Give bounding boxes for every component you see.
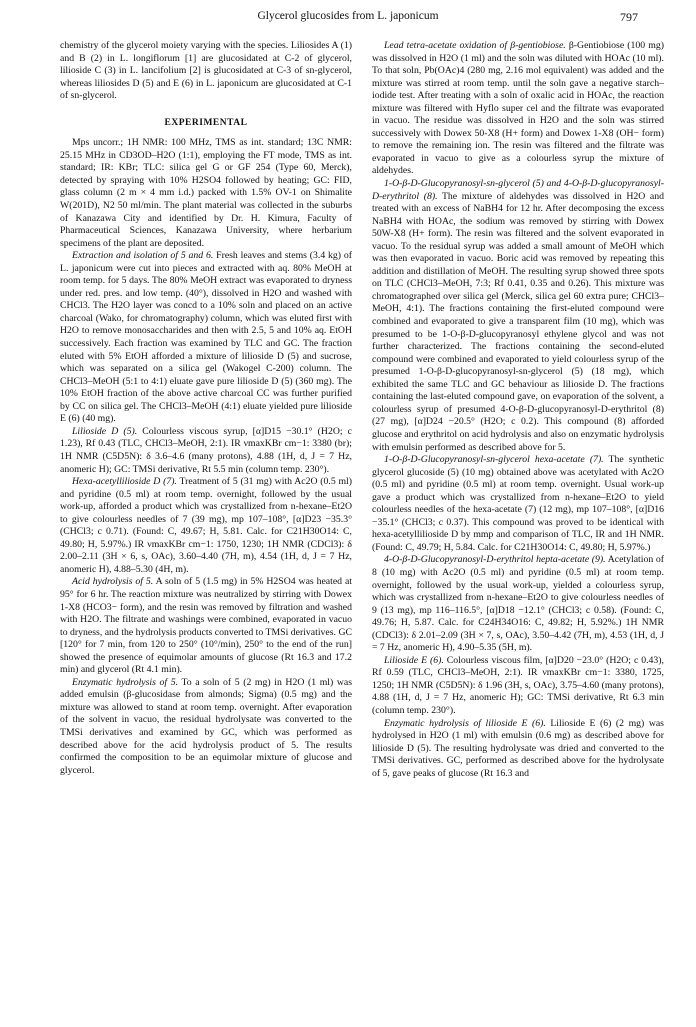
section-heading-experimental: EXPERIMENTAL <box>164 117 248 128</box>
paragraph-text: The mixture of aldehydes was dissolved in H2O and treated with an excess of NaBH4 for 12 hr. After decomposing the excess NaBH4 with HOAc, the sodium was removed by stirring with Dowex 50W-X8 (H+ form). The resin was filtered and the solvent evaporated in vacuo. To the residual syrup was added a small amount of MeOH which was then evaporated in vacuo. Boric acid was removed by repeating this addition and distillation of MeOH. The resulting syrup showed three spots on TLC (CHCl3–MeOH, 7:3; Rf 0.41, 0.35 and 0.26). This mixture was chromatographed over silica gel (Merck, silica gel 60 extra pure; CHCl3–MeOH, 4:1). The fractions containing the first-eluted compound were combined and evaporated to give a transparent film (10 mg), which was presumed to be 1-O-β-D-glucopyranosyl ethylene glycol and was not further characterized. The fractions containing the second-eluted compound were combined and evaporated to yield colourless syrup of the presumed 1-O-β-D-glucopyranosyl-sn-glycerol (5) (18 mg), which exhibited the same TLC and GC behaviour as lilioside D. The fractions containing the last-eluted compound gave, on evaporation of the solvent, a colourless syrup of presumed 4-O-β-D-glucopyranosyl-D-erythritol (8) (27 mg), [α]D24 −20.5° (H2O; c 0.2). This compound (8) afforded glucose and erythritol on acid hydrolysis and also on enzymatic hydrolysis with emulsin performed as described above for 5. <box>372 190 664 453</box>
paragraph-enzymatic-hydrolysis <box>60 677 352 777</box>
paragraph-text: Colourless viscous film, [α]D20 −23.0° (H2O; c 0.43), Rf 0.59 (TLC, CHCl3–MeOH, 2:1). IR νmaxKBr cm−1: 3380, 1725, 1250; 1H NMR (C5D5N): δ 1.96 (3H, s, OAc), 3.75–4.60 (many protons), 4.88 (1H, d, J = 7 Hz, anomeric H); GC: TMSi derivative, Rt 6.3 min (column temp. 230°). <box>372 654 664 716</box>
paragraph-acid-hydrolysis <box>60 576 352 676</box>
page-header <box>0 10 696 30</box>
paragraph-text: To a soln of 5 (2 mg) in H2O (1 ml) was added emulsin (β-glucosidase from almonds; Sigma) (0.5 mg) and the mixture was allowed to stand at room temp. overnight. After evaporation of the solvent in vacuo, the residual hydrolysate was converted to the TMSi derivatives and examined by GC, which was performed as described above for the acid hydrolysis product of 5. The results confirmed the composition to be an equimolar mixture of glucose and glycerol. <box>60 676 353 776</box>
intro-paragraph: chemistry of the glycerol moiety varying with the species. Liliosides A (1) and B (2) in L. longiflorum [1] are glucosidated at C-2 of glycerol, lilioside C (3) in L. lancifolium [2] is glucosidated at C-3 of sn-glycerol, whereas liliosides D (5) and E (6) in L. japonicum are glucosidated at C-1 of sn-glycerol. <box>60 40 352 102</box>
paragraph-lead: 1-O-β-D-Glucopyranosyl-sn-glycerol (5) and 4-O-β-D-glucopyranosyl-D-erythritol (8). <box>372 178 664 202</box>
paragraph-text: A soln of 5 (1.5 mg) in 5% H2SO4 was heated at 95° for 6 hr. The reaction mixture was neutralized by stirring with Dowex 1-X8 (HCO3− form), and the resin was removed by filtration and washed with H2O. The filtrate and washings were combined, evaporated in vacuo to dryness, and the hydrolysis products converted to TMSi derivatives. GC [120° for 7 min, from 120 to 250° (10°/min), 250° to the end of the run] showed the presence of equimolar amounts of glucose (Rt 16.3 and 17.2 min) and glycerol (Rt 4.1 min). <box>60 576 352 676</box>
paragraph-lead: Lead tetra-acetate oxidation of β-gentiobiose. <box>384 40 566 51</box>
paragraph-lead: Acid hydrolysis of 5. <box>72 576 154 588</box>
paragraph-text: Mps uncorr.; 1H NMR: 100 MHz, TMS as int. standard; 13C NMR: 25.15 MHz in CD3OD–H2O (1:1), employing the FT mode, TMS as int. standard; IR: KBr; TLC: silica gel G or GF 254 (Type 60, Merck), detected by spraying with 10% H2SO4 followed by heating; GC: FID, glass column (2 m × 4 mm i.d.) packed with 1.5% OV-1 on Shimalite W(201D), N2 50 ml/min. The plant material was collected in the suburbs of Kanazawa City and identified by Dr. H. Kimura, Faculty of Pharmaceutical Sciences, Kanazawa University, where herbarium specimens of the plant are deposited. <box>60 137 352 249</box>
paragraph-lead: 1-O-β-D-Glucopyranosyl-sn-glycerol hexa-acetate (7). <box>384 454 604 466</box>
paragraph-hexa-acetyl <box>60 476 352 576</box>
paragraph-enzymatic-e <box>372 718 664 781</box>
running-title: Glycerol glucosides from L. japonicum <box>257 10 439 22</box>
paragraph-hexa-acetate <box>372 454 664 554</box>
paragraph-text: Treatment of 5 (31 mg) with Ac2O (0.5 ml) and pyridine (0.5 ml) at room temp. overnight, followed by the usual work-up, afforded a product which was crystallized from n-hexane–Et2O to give colourless needles of 7 (39 mg), mp 107–108°, [α]D23 −35.3° (CHCl3; c 0.71). (Found: C, 49.67; H, 5.81. Calc. for C21H30O14: C, 49.80; H, 5.97%.) IR νmaxKBr cm−1: 1750, 1230; 1H NMR (CDCl3): δ 2.00–2.11 (3H × 6, s, OAc), 3.60–4.40 (7H, m), 4.54 (1H, d, J = 7 Hz, anomeric H), 4.88–5.30 (4H, m). <box>60 476 352 575</box>
paragraph-lead-oxidation <box>372 40 664 178</box>
paragraph-text: Lilioside E (6) (2 mg) was hydrolysed in H2O (1 ml) with emulsin (0.6 mg) as described above for lilioside D (5). The resulting hydrolysate was dried and converted to the TMSi derivatives. GC, performed as described above for the hydrolysate of 5, gave peaks of glucose (Rt 16.3 and <box>372 717 664 779</box>
paragraph-lilioside-d <box>60 426 352 476</box>
paragraph-lead: 4-O-β-D-Glucopyranosyl-D-erythritol hepta-acetate (9). <box>384 554 606 566</box>
paragraph-lead: Extraction and isolation of 5 and 6. <box>72 250 214 262</box>
paragraph-text: Colourless viscous syrup, [α]D15 −30.1° (H2O; c 1.23), Rf 0.43 (TLC, CHCl3–MeOH, 2:1). IR νmaxKBr cm−1: 3380 (br); 1H NMR (C5D5N): δ 3.6–4.6 (many protons), 4.88 (1H, d, J = 7 Hz, anomeric H); GC: TMSi derivative, Rt 5.5 min (column temp. 230°). <box>60 425 352 475</box>
left-column <box>60 40 352 777</box>
paragraph-lead: Lilioside D (5). <box>72 425 138 437</box>
paragraph-text: β-Gentiobiose (100 mg) was dissolved in H2O (1 ml) and the soln was diluted with HOAc (10 ml). To that soln, Pb(OAc)4 (280 mg, 2.16 mol equivalent) was added and the mixture was stirred at room temp. until the soln gave a negative starch–iodide test. After treating with a soln of oxalic acid in HOAc, the reaction mixture was filtered with Hyflo super cel and the filtrate was evaporated in vacuo. The residue was dissolved in H2O and the soln was stirred successively with Dowex 50-X8 (H+ form) and Dowex 1-X8 (OH− form) to remove the remaining ion. The resin was filtered and the filtrate was evaporated in vacuo to give as a colourless syrup the mixture of aldehydes. <box>372 40 664 177</box>
right-column <box>372 40 664 780</box>
paragraph-lead: Hexa-acetyllilioside D (7). <box>72 476 177 488</box>
paragraph-synthesis <box>372 178 664 454</box>
paragraph-lilioside-e <box>372 655 664 718</box>
paragraph-lead: Enzymatic hydrolysis of 5. <box>72 676 179 688</box>
paragraph-text: Acetylation of 8 (10 mg) with Ac2O (0.5 ml) and pyridine (0.5 ml) at room temp. overnight, followed by the usual work-up, yielded a colourless syrup, which was crystallized from n-hexane–Et2O to give colourless needles of 9 (13 mg), mp 116–116.5°, [α]D18 −12.1° (CHCl3; c 0.58). (Found: C, 49.76; H, 5.87. Calc. for C24H34O16: C, 49.82; H, 5.92%.) 1H NMR (CDCl3): δ 2.01–2.09 (3H × 7, s, OAc), 3.50–4.42 (7H, m), 4.53 (1H, d, J = 7 Hz, anomeric H), 4.90–5.35 (5H, m). <box>372 554 664 654</box>
page-number: 797 <box>620 10 638 24</box>
paragraph-text: Fresh leaves and stems (3.4 kg) of L. japonicum were cut into pieces and extracted with aq. 80% MeOH at room temp. for 5 days. The 80% MeOH extract was evaporated to dryness under red. pres. and low temp. (40°), dissolved in H2O and washed with CHCl3. The H2O layer was concd to a 10% soln and placed on an active charcoal (Wako, for chromatography) column, which was eluted first with H2O to remove monosaccharides and then with 2.5, 5 and 10% aq. EtOH successively. Each fraction was examined by TLC and GC. The fraction eluted with 5% EtOH afforded a mixture of lilioside D (5) and sucrose, which was separated on a silica gel (Wakogel C-200) column. The CHCl3–MeOH (5:1 to 4:1) eluate gave pure lilioside D (5) (360 mg). The 10% EtOH fraction of the above active charcoal CC was further purified by CC on silica gel. The CHCl3–MeOH (4:1) eluate yielded pure lilioside E (6) (40 mg). <box>60 250 353 425</box>
paragraph-lead: Enzymatic hydrolysis of lilioside E (6). <box>384 717 546 729</box>
paragraph-text: The synthetic glycerol glucoside (5) (10 mg) obtained above was acetylated with Ac2O (0.5 ml) and pyridine (0.5 ml) at room temp. overnight. Usual work-up gave a product which was crystallized from n-hexane–Et2O to yield colourless needles of the hexa-acetate (7) (12 mg), mp 107–108°, [α]D16 −35.1° (CHCl3; c 0.37). This compound was proved to be identical with hexa-acetyllilioside D by mmp and comparison of TLC, IR and 1H NMR. (Found: C, 49.79; H, 5.84. Calc. for C21H30O14: C, 49.80; H, 5.97%.) <box>372 454 664 553</box>
paragraph-lead: Lilioside E (6). <box>384 654 444 666</box>
paragraph-methods <box>60 137 352 250</box>
paragraph-extraction <box>60 250 352 426</box>
paragraph-hepta-acetate <box>372 554 664 654</box>
